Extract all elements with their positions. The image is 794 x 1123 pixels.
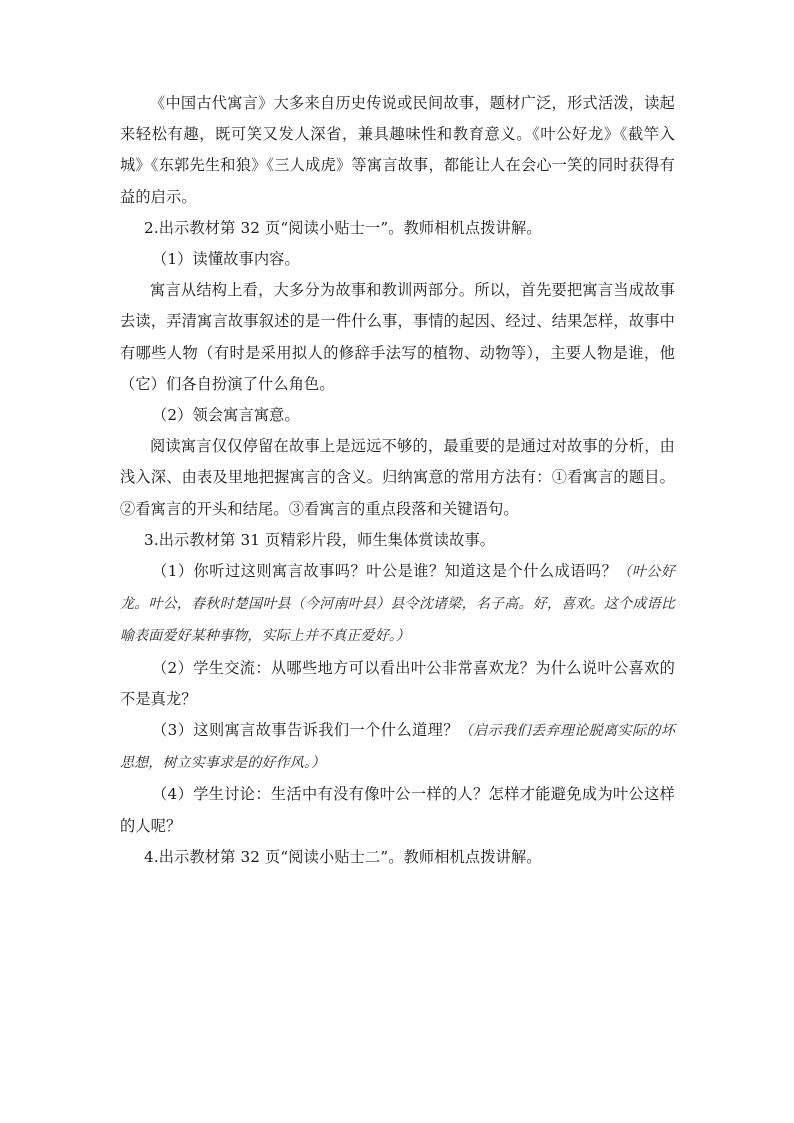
step-4-heading: 4.出示教材第 32 页“阅读小贴士二”。教师相机点拨讲解。 bbox=[144, 847, 542, 866]
question-4: （4）学生讨论：生活中有没有像叶公一样的人？怎样才能避免成为叶公这样的人呢？ bbox=[120, 785, 675, 835]
question-1-text: （1）你听过这则寓言故事吗？叶公是谁？知道这是个什么成语吗？ bbox=[152, 562, 618, 581]
intro-paragraph: 《中国古代寓言》大多来自历史传说或民间故事，题材广泛，形式活泼，读起来轻松有趣，既可笑又发人深省，兼具趣味性和教育意义。《叶公好龙》《截竿入城》《东郭先生和狼》《三人成虎》等寓言故事，都能让人在会心一笑的同时获得有益的启示。 bbox=[120, 94, 675, 206]
document-body bbox=[120, 88, 675, 873]
subpoint-1-heading: （1）读懂故事内容。 bbox=[152, 250, 300, 269]
moral-method-paragraph: 阅读寓言仅仅停留在故事上是远远不够的，最重要的是通过对故事的分析，由浅入深、由表及里地把握寓言的含义。归纳寓意的常用方法有：①看寓言的题目。②看寓言的开头和结尾。③看寓言的重点段落和关键语句。 bbox=[120, 437, 675, 518]
step-2-heading: 2.出示教材第 32 页“阅读小贴士一”。教师相机点拨讲解。 bbox=[144, 218, 542, 237]
step-3-heading: 3.出示教材第 31 页精彩片段，师生集体赏读故事。 bbox=[144, 530, 496, 549]
question-1 bbox=[120, 556, 675, 653]
question-1-note: （叶公好龙。叶公，春秋时楚国叶县（今河南叶县）县令沈诸梁，名子高。好，喜欢。这个成语比喻表面爱好某种事物，实际上并不真正爱好。） bbox=[120, 564, 675, 645]
question-3-note: （启示我们丢弃理论脱离实际的坏思想，树立实事求是的好作风。） bbox=[120, 723, 675, 772]
subpoint-2-heading: （2）领会寓言寓意。 bbox=[152, 406, 300, 425]
question-3-text: （3）这则寓言故事告诉我们一个什么道理？ bbox=[152, 721, 459, 740]
question-3 bbox=[120, 715, 675, 779]
question-2: （2）学生交流：从哪些地方可以看出叶公非常喜欢龙？为什么说叶公喜欢的不是真龙？ bbox=[120, 658, 675, 708]
story-structure-paragraph: 寓言从结构上看，大多分为故事和教训两部分。所以，首先要把寓言当成故事去读，弄清寓言故事叙述的是一件什么事，事情的起因、经过、结果怎样，故事中有哪些人物（有时是采用拟人的修辞手法写的植物、动物等），主要人物是谁，他（它）们各自扮演了什么角色。 bbox=[120, 281, 675, 393]
